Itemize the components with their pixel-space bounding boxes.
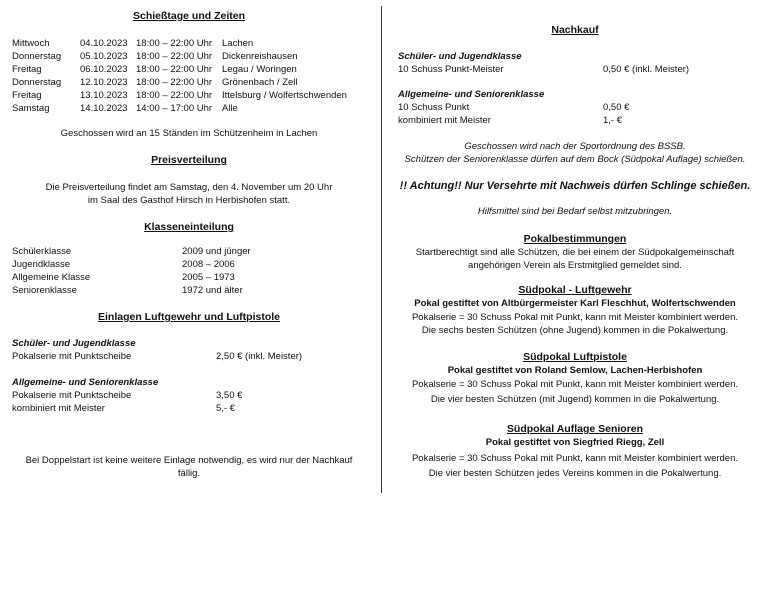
cup-line: Pokalserie = 30 Schuss Pokal mit Punkt, kann mit Meister kombiniert werden. <box>411 453 739 464</box>
fees-title: Einlagen Luftgewehr und Luftpistole <box>98 311 280 323</box>
sling-warning: !! Achtung!! Nur Versehrte mit Nachweis dürfen Schlinge schießen. <box>399 180 751 192</box>
cup-line: Die sechs besten Schützen (ohne Jugend) kommen in die Pokalwertung. <box>421 325 729 336</box>
class-name: Jugendklasse <box>12 259 71 270</box>
schedule-day: Donnerstag <box>12 51 62 62</box>
fee-price: 5,- € <box>216 403 236 414</box>
rebuy-label: 10 Schuss Punkt <box>398 102 470 113</box>
cup-line: Die vier besten Schützen jedes Vereins kommen in die Pokalwertung. <box>428 468 722 479</box>
schedule-date: 05.10.2023 <box>80 51 128 62</box>
column-divider <box>381 6 382 493</box>
classes-title: Klasseneinteilung <box>144 221 234 233</box>
schedule-note: Geschossen wird an 15 Ständen im Schützenheim in Lachen <box>60 128 318 139</box>
fee-label: Pokalserie mit Punktscheibe <box>12 351 132 362</box>
rules-line: Schützen der Seniorenklasse dürfen auf dem Bock (Südpokal Auflage) schießen. <box>404 154 746 165</box>
schedule-title: Schießtage und Zeiten <box>132 10 245 22</box>
schedule-place: Grönenbach / Zell <box>222 77 298 88</box>
schedule-day: Mittwoch <box>12 38 50 49</box>
cup-line: Pokalserie = 30 Schuss Pokal mit Punkt, kann mit Meister kombiniert werden. <box>411 312 739 323</box>
class-years: 1972 und älter <box>182 285 243 296</box>
schedule-day: Samstag <box>12 103 50 114</box>
rebuy-price: 0,50 € (inkl. Meister) <box>603 64 690 75</box>
rebuy-label: 10 Schuss Punkt-Meister <box>398 64 504 75</box>
cup-rules-line: Startberechtigt sind alle Schützen, die bei einem der Südpokalgemeinschaft <box>415 247 735 258</box>
schedule-place: Dickenreishausen <box>222 51 298 62</box>
schedule-time: 18:00 – 22:00 Uhr <box>136 77 213 88</box>
cup-line: Pokalserie = 30 Schuss Pokal mit Punkt, kann mit Meister kombiniert werden. <box>411 379 739 390</box>
cup-donor: Pokal gestiftet von Altbürgermeister Karl Fleschhut, Wolfertschwenden <box>414 298 736 309</box>
schedule-day: Freitag <box>12 64 42 75</box>
cup-line: Die vier besten Schützen (mit Jugend) kommen in die Pokalwertung. <box>430 394 720 405</box>
aids-note: Hilfsmittel sind bei Bedarf selbst mitzubringen. <box>477 206 673 217</box>
fee-price: 2,50 € (inkl. Meister) <box>216 351 303 362</box>
schedule-day: Freitag <box>12 90 42 101</box>
schedule-day: Donnerstag <box>12 77 62 88</box>
rebuy-title: Nachkauf <box>551 24 599 36</box>
cup-rules-line: angehörigen Verein als Erstmitglied gemeldet sind. <box>468 260 682 271</box>
fee-price: 3,50 € <box>216 390 243 401</box>
cup-donor: Pokal gestiftet von Siegfried Riegg, Zell <box>485 437 665 448</box>
class-name: Schülerklasse <box>12 246 72 257</box>
schedule-date: 13.10.2023 <box>80 90 128 101</box>
cup-title: Südpokal - Luftgewehr <box>518 284 632 296</box>
class-name: Allgemeine Klasse <box>12 272 91 283</box>
fees-group-heading: Allgemeine- und Seniorenklasse <box>12 377 159 388</box>
fee-label: Pokalserie mit Punktscheibe <box>12 390 132 401</box>
schedule-place: Legau / Woringen <box>222 64 297 75</box>
schedule-date: 04.10.2023 <box>80 38 128 49</box>
class-years: 2008 – 2006 <box>182 259 235 270</box>
double-start-note: Bei Doppelstart ist keine weitere Einlage notwendig, es wird nur der Nachkauf <box>25 455 353 466</box>
rebuy-group-heading: Schüler- und Jugendklasse <box>398 51 522 62</box>
class-years: 2009 und jünger <box>182 246 251 257</box>
schedule-time: 18:00 – 22:00 Uhr <box>136 90 213 101</box>
cup-title: Südpokal Auflage Senioren <box>506 423 644 435</box>
rebuy-group-heading: Allgemeine- und Seniorenklasse <box>398 89 545 100</box>
award-text-line: Die Preisverteilung findet am Samstag, den 4. November um 20 Uhr <box>45 182 333 193</box>
class-name: Seniorenklasse <box>12 285 77 296</box>
schedule-date: 12.10.2023 <box>80 77 128 88</box>
schedule-date: 06.10.2023 <box>80 64 128 75</box>
cup-title: Südpokal Luftpistole <box>523 351 627 363</box>
schedule-time: 18:00 – 22:00 Uhr <box>136 51 213 62</box>
class-years: 2005 – 1973 <box>182 272 235 283</box>
schedule-place: Alle <box>222 103 238 114</box>
schedule-time: 18:00 – 22:00 Uhr <box>136 38 213 49</box>
rules-line: Geschossen wird nach der Sportordnung des BSSB. <box>464 141 686 152</box>
schedule-time: 18:00 – 22:00 Uhr <box>136 64 213 75</box>
rebuy-price: 0,50 € <box>603 102 630 113</box>
schedule-date: 14.10.2023 <box>80 103 128 114</box>
double-start-note: fällig. <box>177 468 201 479</box>
fees-group-heading: Schüler- und Jugendklasse <box>12 338 136 349</box>
rebuy-label: kombiniert mit Meister <box>398 115 491 126</box>
cup-donor: Pokal gestiftet von Roland Semlow, Lachen-Herbishofen <box>447 365 703 376</box>
award-text-line: im Saal des Gasthof Hirsch in Herbishofen statt. <box>87 195 291 206</box>
fee-label: kombiniert mit Meister <box>12 403 105 414</box>
award-title: Preisverteilung <box>151 154 227 166</box>
schedule-place: Lachen <box>222 38 254 49</box>
cup-rules-title: Pokalbestimmungen <box>523 233 627 245</box>
schedule-place: Ittelsburg / Wolfertschwenden <box>222 90 347 101</box>
rebuy-price: 1,- € <box>603 115 623 126</box>
schedule-time: 14:00 – 17:00 Uhr <box>136 103 213 114</box>
